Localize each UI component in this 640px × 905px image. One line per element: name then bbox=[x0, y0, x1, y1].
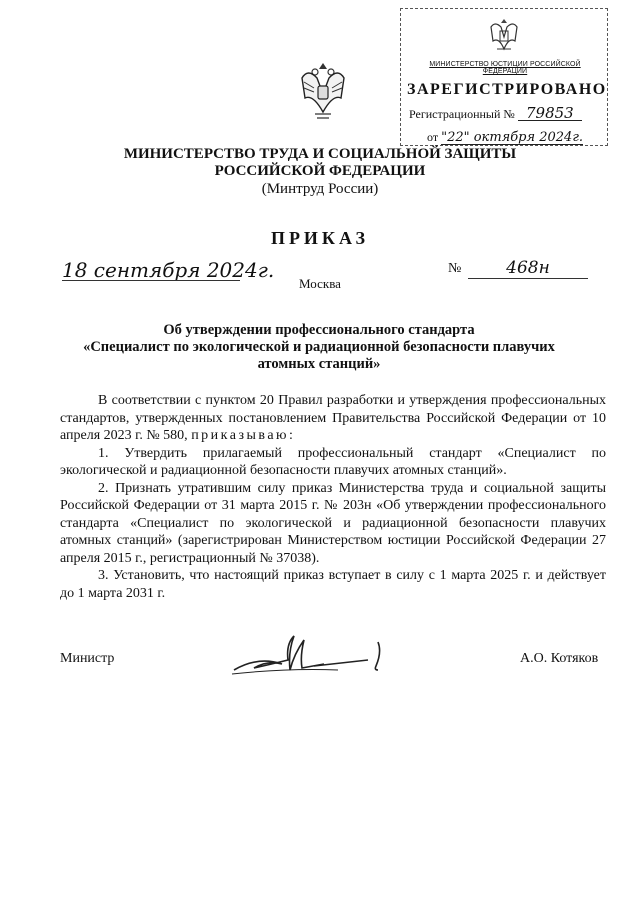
stamp-reg-label: Регистрационный № bbox=[409, 107, 515, 121]
order-city: Москва bbox=[299, 276, 341, 291]
signatory-name: А.О. Котяков bbox=[520, 651, 599, 666]
stamp-date-prefix: от bbox=[427, 130, 439, 144]
coat-of-arms-icon bbox=[298, 60, 348, 124]
stamp-registered-title: ЗАРЕГИСТРИРОВАНО bbox=[407, 81, 607, 98]
stamp-date: "22" октября 2024г. bbox=[441, 130, 584, 145]
order-title: ПРИКАЗ bbox=[270, 228, 370, 248]
stamp-reg-number: 79853 bbox=[518, 106, 582, 121]
ministry-name bbox=[80, 146, 560, 180]
order-number: 468н bbox=[468, 258, 588, 279]
subject-line1: Об утверждении профессионального стандарта bbox=[163, 322, 475, 338]
stamp-emblem-icon bbox=[487, 15, 521, 55]
ministry-name-line2: РОССИЙСКОЙ ФЕДЕРАЦИИ bbox=[214, 163, 426, 179]
item-3: 3. Установить, что настоящий приказ вступает в силу с 1 марта 2025 г. и действует до 1 марта 2031 г. bbox=[60, 568, 606, 601]
subject-line2: «Специалист по экологической и радиационной безопасности плавучих bbox=[83, 339, 555, 355]
preamble-paragraph bbox=[60, 392, 606, 445]
order-date: 18 сентября 2024г. bbox=[62, 258, 275, 282]
order-subject bbox=[60, 322, 578, 373]
signatory-position: Министр bbox=[60, 651, 115, 666]
handwritten-signature bbox=[228, 630, 408, 682]
ministry-abbreviation: (Минтруд России) bbox=[261, 181, 379, 197]
item-1: 1. Утвердить прилагаемый профессиональный стандарт «Специалист по экологической и радиационной безопасности плавучих атомных станций». bbox=[60, 445, 606, 478]
order-number-label: № bbox=[448, 261, 462, 276]
subject-line3: атомных станций» bbox=[257, 356, 381, 372]
order-body bbox=[60, 392, 606, 602]
item-2: 2. Признать утратившим силу приказ Министерства труда и социальной защиты Российской Федерации от 31 марта 2015 г. № 203н «Об утверждении профессионального стандарта «Специалист по экологической и радиационной безопасности плавучих атомных станций» (зарегистрирован Министерством юстиции Российской Федерации 27 апреля 2015 г., регистрационный № 37038). bbox=[60, 480, 606, 566]
ministry-name-line1: МИНИСТЕРСТВО ТРУДА И СОЦИАЛЬНОЙ ЗАЩИТЫ bbox=[123, 146, 517, 162]
stamp-registration-line bbox=[409, 106, 582, 122]
order-directive: приказываю: bbox=[191, 428, 296, 443]
stamp-ministry-name: МИНИСТЕРСТВО ЮСТИЦИИ РОССИЙСКОЙ ФЕДЕРАЦИИ bbox=[429, 61, 581, 75]
stamp-date-line bbox=[427, 130, 583, 145]
preamble-text: В соответствии с пунктом 20 Правил разработки и утверждения профессиональных стандартов, утвержденных постановлением Правительства Российской Федерации от 10 апреля 2023 г. № 580, bbox=[60, 393, 606, 443]
registration-stamp bbox=[400, 8, 608, 146]
